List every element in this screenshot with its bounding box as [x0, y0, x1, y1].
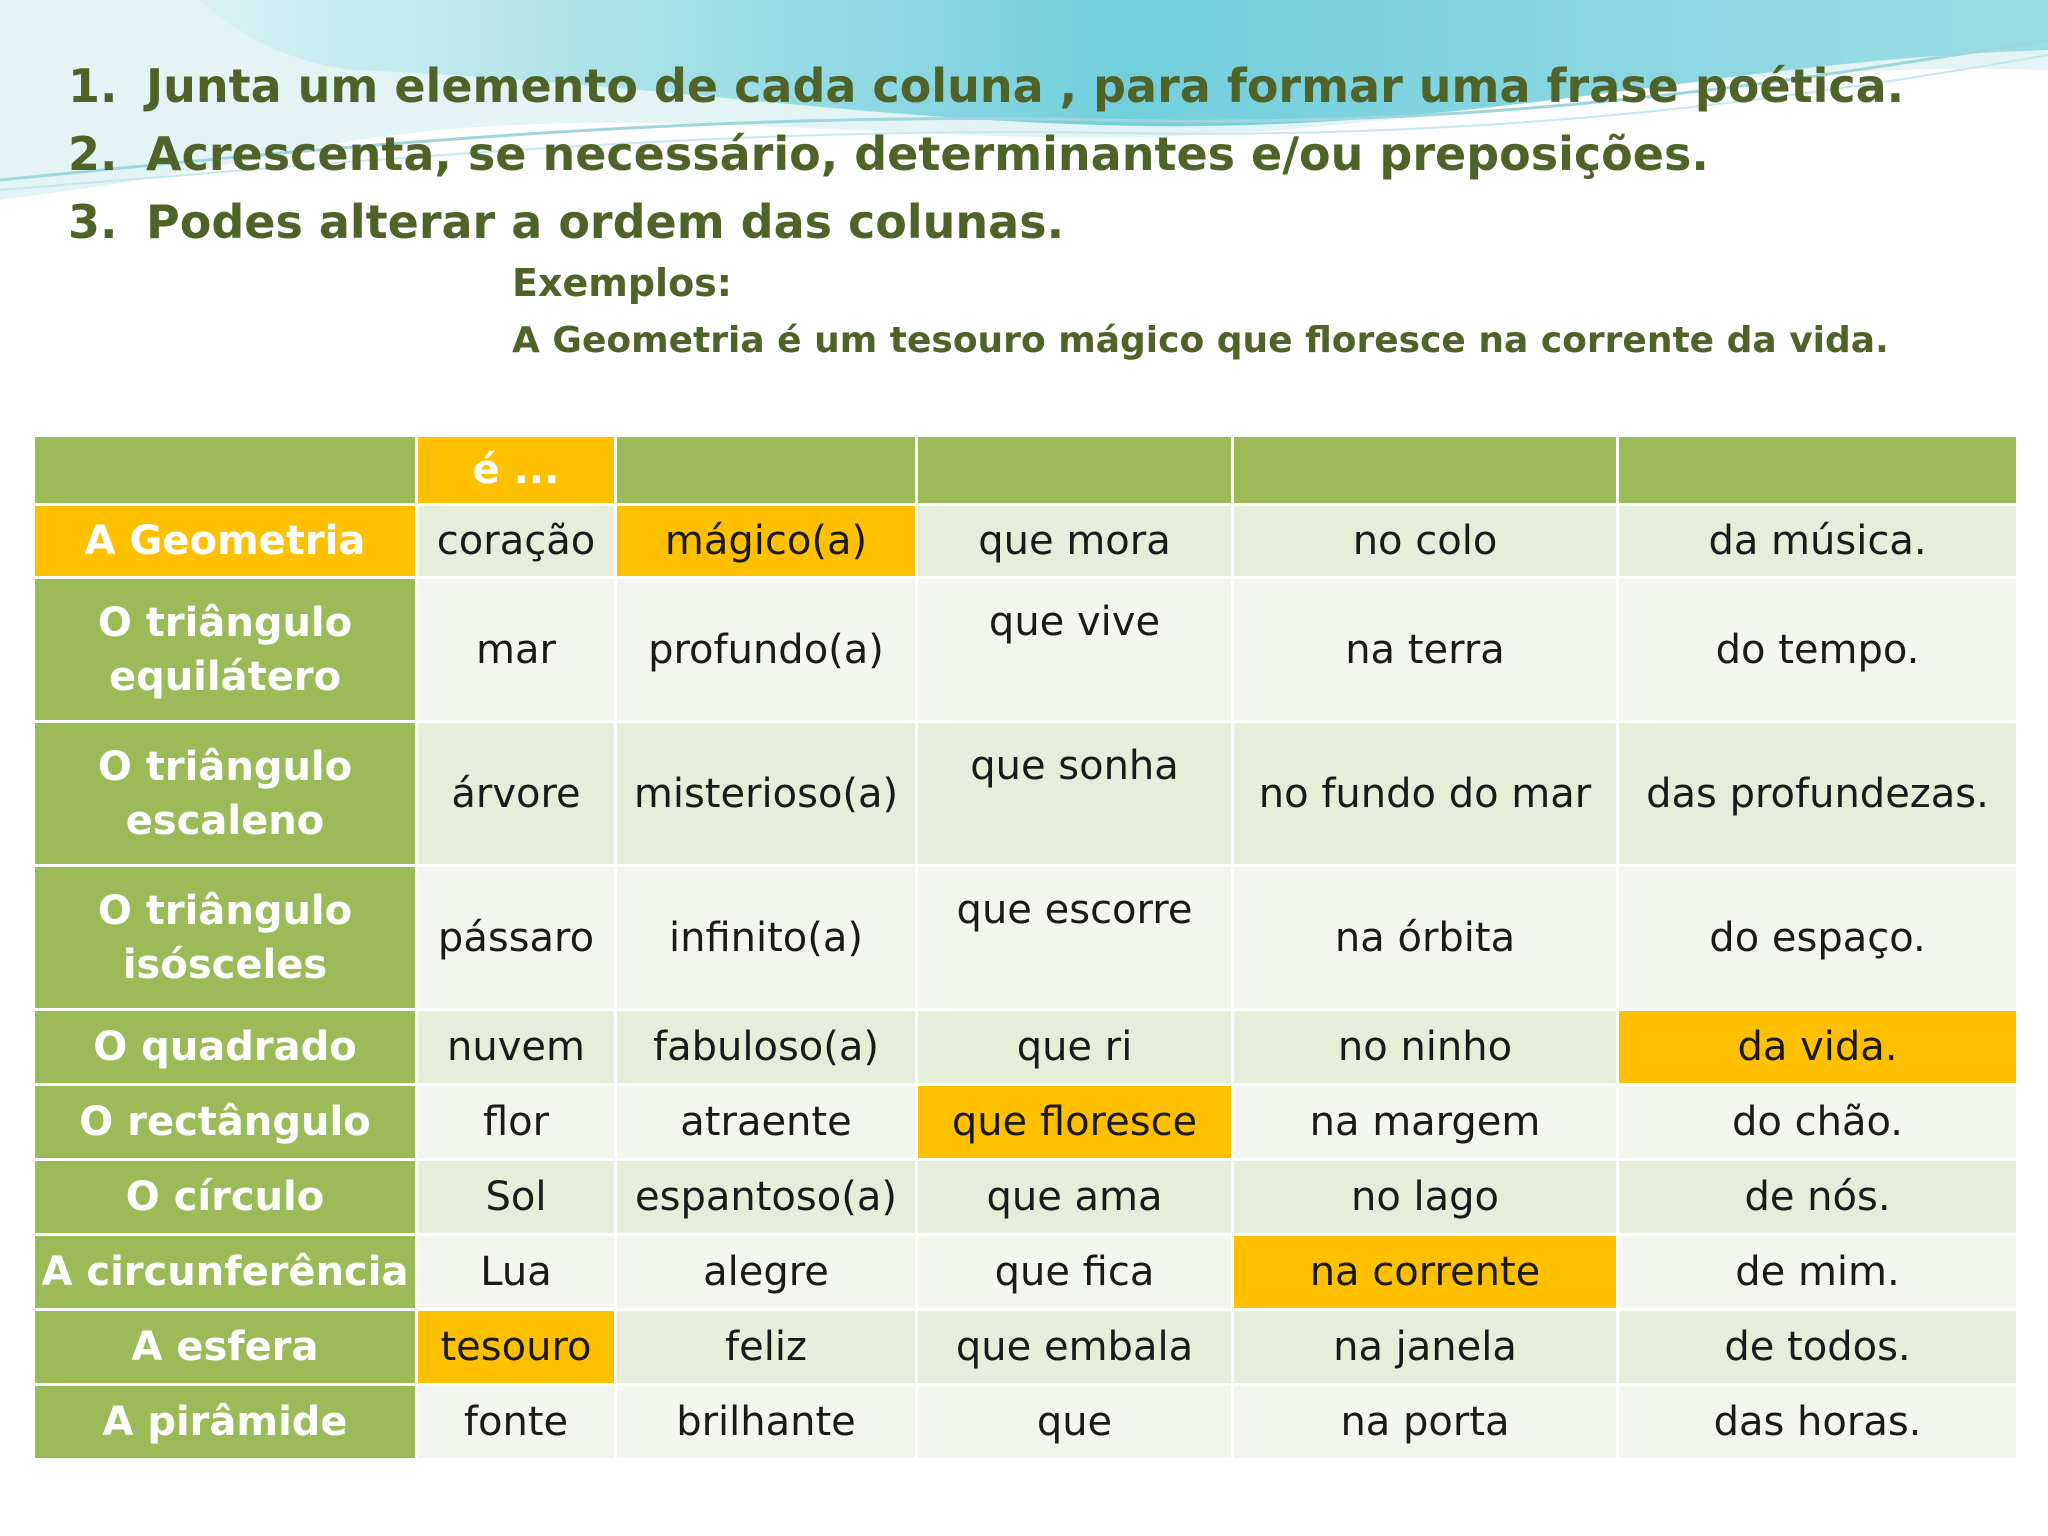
header-cell [34, 436, 417, 505]
table-cell: que floresce [917, 1085, 1233, 1160]
instruction-number: 2. [68, 127, 118, 181]
table-cell: infinito(a) [616, 866, 917, 1010]
table-cell: da vida. [1618, 1010, 2018, 1085]
table-cell: Sol [417, 1160, 616, 1235]
instructions-list [68, 52, 1904, 256]
table-cell: de mim. [1618, 1235, 2018, 1310]
table-row [34, 1385, 2018, 1460]
table-cell: alegre [616, 1235, 917, 1310]
table-cell: do espaço. [1618, 866, 2018, 1010]
table-cell: de nós. [1618, 1160, 2018, 1235]
table-cell: que vive [917, 578, 1233, 722]
table-cell: que embala [917, 1310, 1233, 1385]
table-row [34, 1085, 2018, 1160]
subject-cell: O triângulo escaleno [34, 722, 417, 866]
table-cell: das horas. [1618, 1385, 2018, 1460]
table-cell: fonte [417, 1385, 616, 1460]
table-row [34, 1235, 2018, 1310]
table-cell: na janela [1233, 1310, 1618, 1385]
table-row [34, 722, 2018, 866]
table-cell: que mora [917, 505, 1233, 578]
table-cell: feliz [616, 1310, 917, 1385]
header-cell [1618, 436, 2018, 505]
table-row [34, 578, 2018, 722]
table-cell: na corrente [1233, 1235, 1618, 1310]
table-cell: flor [417, 1085, 616, 1160]
header-cell [917, 436, 1233, 505]
table-cell: do chão. [1618, 1085, 2018, 1160]
table-cell: Lua [417, 1235, 616, 1310]
subject-cell: O triângulo isósceles [34, 866, 417, 1010]
table-cell: tesouro [417, 1310, 616, 1385]
subject-cell: A circunferência [34, 1235, 417, 1310]
table-cell: árvore [417, 722, 616, 866]
examples-block [512, 254, 1889, 370]
instruction-text: Acrescenta, se necessário, determinantes e/ou preposições. [146, 127, 1709, 181]
table-cell: na margem [1233, 1085, 1618, 1160]
table-cell: nuvem [417, 1010, 616, 1085]
table-cell: que escorre [917, 866, 1233, 1010]
subject-cell: A pirâmide [34, 1385, 417, 1460]
table-cell: que ama [917, 1160, 1233, 1235]
table-cell: no fundo do mar [1233, 722, 1618, 866]
table-cell: que fica [917, 1235, 1233, 1310]
table-cell: mágico(a) [616, 505, 917, 578]
table-cell: no ninho [1233, 1010, 1618, 1085]
subject-cell: O triângulo equilátero [34, 578, 417, 722]
header-cell [1233, 436, 1618, 505]
table-row [34, 866, 2018, 1010]
table-cell: pássaro [417, 866, 616, 1010]
table-row [34, 1160, 2018, 1235]
table-cell: na terra [1233, 578, 1618, 722]
subject-cell: O quadrado [34, 1010, 417, 1085]
subject-cell: O rectângulo [34, 1085, 417, 1160]
header-cell [616, 436, 917, 505]
word-table [32, 434, 2019, 1461]
table-cell: mar [417, 578, 616, 722]
instruction-text: Junta um elemento de cada coluna , para formar uma frase poética. [146, 59, 1905, 113]
instruction-item [68, 188, 1904, 256]
instruction-text: Podes alterar a ordem das colunas. [146, 195, 1065, 249]
table-cell: fabuloso(a) [616, 1010, 917, 1085]
subject-cell: A Geometria [34, 505, 417, 578]
table-cell: que sonha [917, 722, 1233, 866]
subject-cell: A esfera [34, 1310, 417, 1385]
table-cell: que [917, 1385, 1233, 1460]
subject-cell: O círculo [34, 1160, 417, 1235]
table-row [34, 505, 2018, 578]
instruction-item [68, 120, 1904, 188]
table-row [34, 1010, 2018, 1085]
table-cell: atraente [616, 1085, 917, 1160]
table-cell: coração [417, 505, 616, 578]
table-row [34, 1310, 2018, 1385]
table-cell: das profundezas. [1618, 722, 2018, 866]
table-cell: no lago [1233, 1160, 1618, 1235]
table-cell: do tempo. [1618, 578, 2018, 722]
table-cell: da música. [1618, 505, 2018, 578]
instruction-item [68, 52, 1904, 120]
table-cell: profundo(a) [616, 578, 917, 722]
table-cell: espantoso(a) [616, 1160, 917, 1235]
table-cell: na porta [1233, 1385, 1618, 1460]
table-cell: no colo [1233, 505, 1618, 578]
table-cell: misterioso(a) [616, 722, 917, 866]
examples-heading: Exemplos: [512, 261, 732, 305]
example-sentence: A Geometria é um tesouro mágico que floresce na corrente da vida. [512, 320, 1889, 361]
table-cell: de todos. [1618, 1310, 2018, 1385]
table-cell: que ri [917, 1010, 1233, 1085]
instruction-number: 1. [68, 59, 118, 113]
header-cell: é ... [417, 436, 616, 505]
table-header-row [34, 436, 2018, 505]
instruction-number: 3. [68, 195, 118, 249]
table-cell: na órbita [1233, 866, 1618, 1010]
table-cell: brilhante [616, 1385, 917, 1460]
